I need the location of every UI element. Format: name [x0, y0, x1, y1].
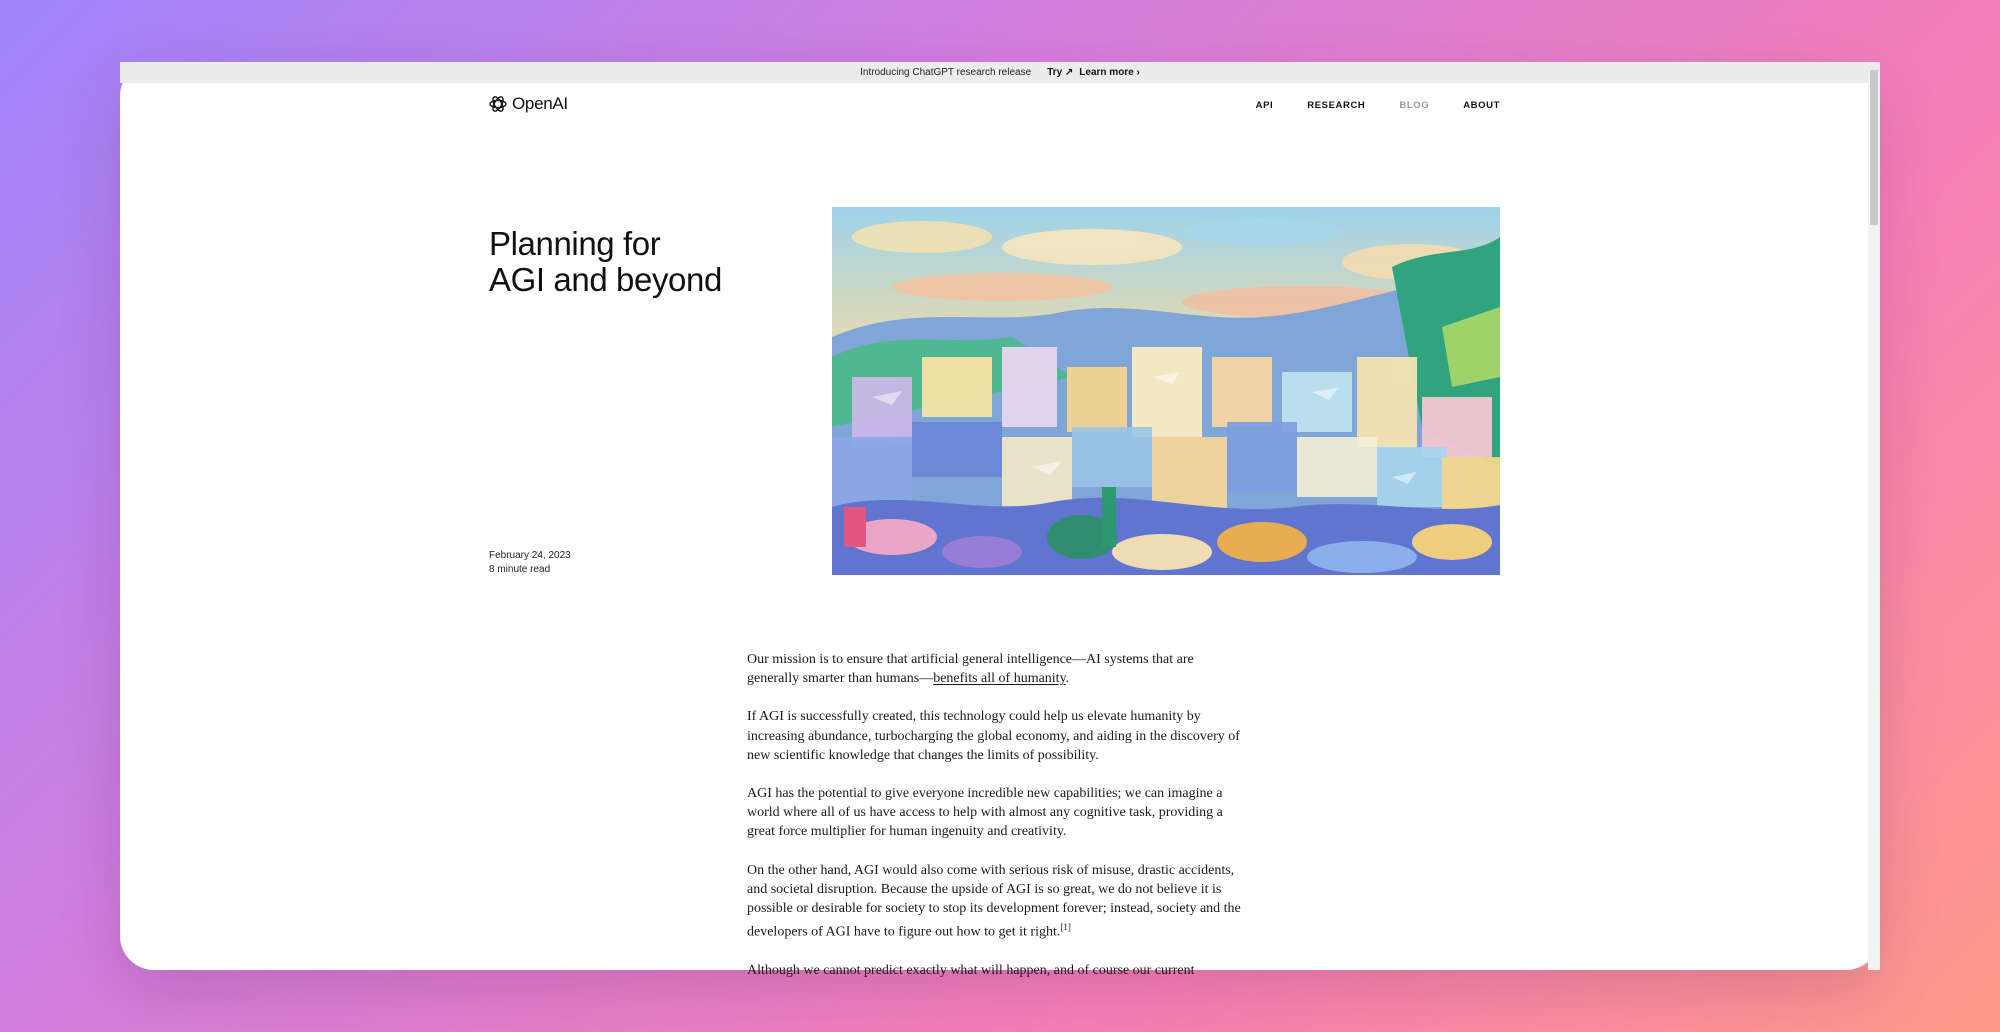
- try-link[interactable]: Try ↗: [1047, 67, 1074, 78]
- hero-painting-image: [832, 207, 1500, 575]
- announcement-text: Introducing ChatGPT research release: [860, 67, 1032, 78]
- p1-text-before-link: Our mission is to ensure that artificial general intelligence—AI systems that are generally smarter than humans—: [747, 652, 1194, 687]
- title-line-1: Planning for: [489, 225, 661, 263]
- footnote-link[interactable]: [1]: [1060, 922, 1071, 933]
- read-time: 8 minute read: [489, 564, 551, 575]
- page-title: [489, 226, 809, 298]
- nav-item-api[interactable]: API: [1255, 100, 1274, 111]
- article-paragraph-1: [747, 650, 1247, 688]
- brand-logo[interactable]: [488, 94, 568, 114]
- post-meta: [489, 549, 571, 577]
- article-paragraph-5: Although we cannot predict exactly what will happen, and of course our current: [747, 963, 1195, 979]
- main-nav: [1256, 100, 1500, 111]
- learn-more-link[interactable]: Learn more ›: [1079, 67, 1140, 78]
- article-paragraph-2: If AGI is successfully created, this technology could help us elevate humanity by increasing abundance, turbocharging the global economy, and aiding in the discovery of new scientific knowledge that changes the limits of possibility.: [747, 709, 1240, 763]
- article-body: [747, 650, 1247, 999]
- benefits-all-of-humanity-link[interactable]: benefits all of humanity: [933, 671, 1066, 687]
- title-line-2: AGI and beyond: [489, 261, 722, 299]
- nav-item-blog[interactable]: BLOG: [1399, 100, 1430, 111]
- nav-item-research[interactable]: RESEARCH: [1307, 100, 1366, 111]
- article-paragraph-3: AGI has the potential to give everyone incredible new capabilities; we can imagine a world where all of us have access to help with almost any cognitive task, providing a great force multiplier for human ingenuity and creativity.: [747, 786, 1223, 840]
- article-paragraph-4: [747, 861, 1247, 942]
- p1-text-after-link: .: [1065, 671, 1070, 687]
- scroll-thumb[interactable]: [1870, 70, 1878, 225]
- nav-item-about[interactable]: ABOUT: [1463, 100, 1500, 111]
- announcement-bar: [120, 62, 1880, 83]
- brand-name: OpenAI: [512, 94, 568, 113]
- browser-window: [120, 62, 1880, 979]
- post-date: February 24, 2023: [489, 550, 571, 561]
- p4-text: On the other hand, AGI would also come with serious risk of misuse, drastic accidents, and societal disruption. Because the upside of AGI is so great, we do not believe it is possible or desirable for society to stop its development forever; instead, society and the developers of AGI have to figure out how to get it right.: [747, 862, 1241, 940]
- openai-logo-icon: [488, 94, 508, 114]
- scrollbar[interactable]: [1868, 70, 1880, 970]
